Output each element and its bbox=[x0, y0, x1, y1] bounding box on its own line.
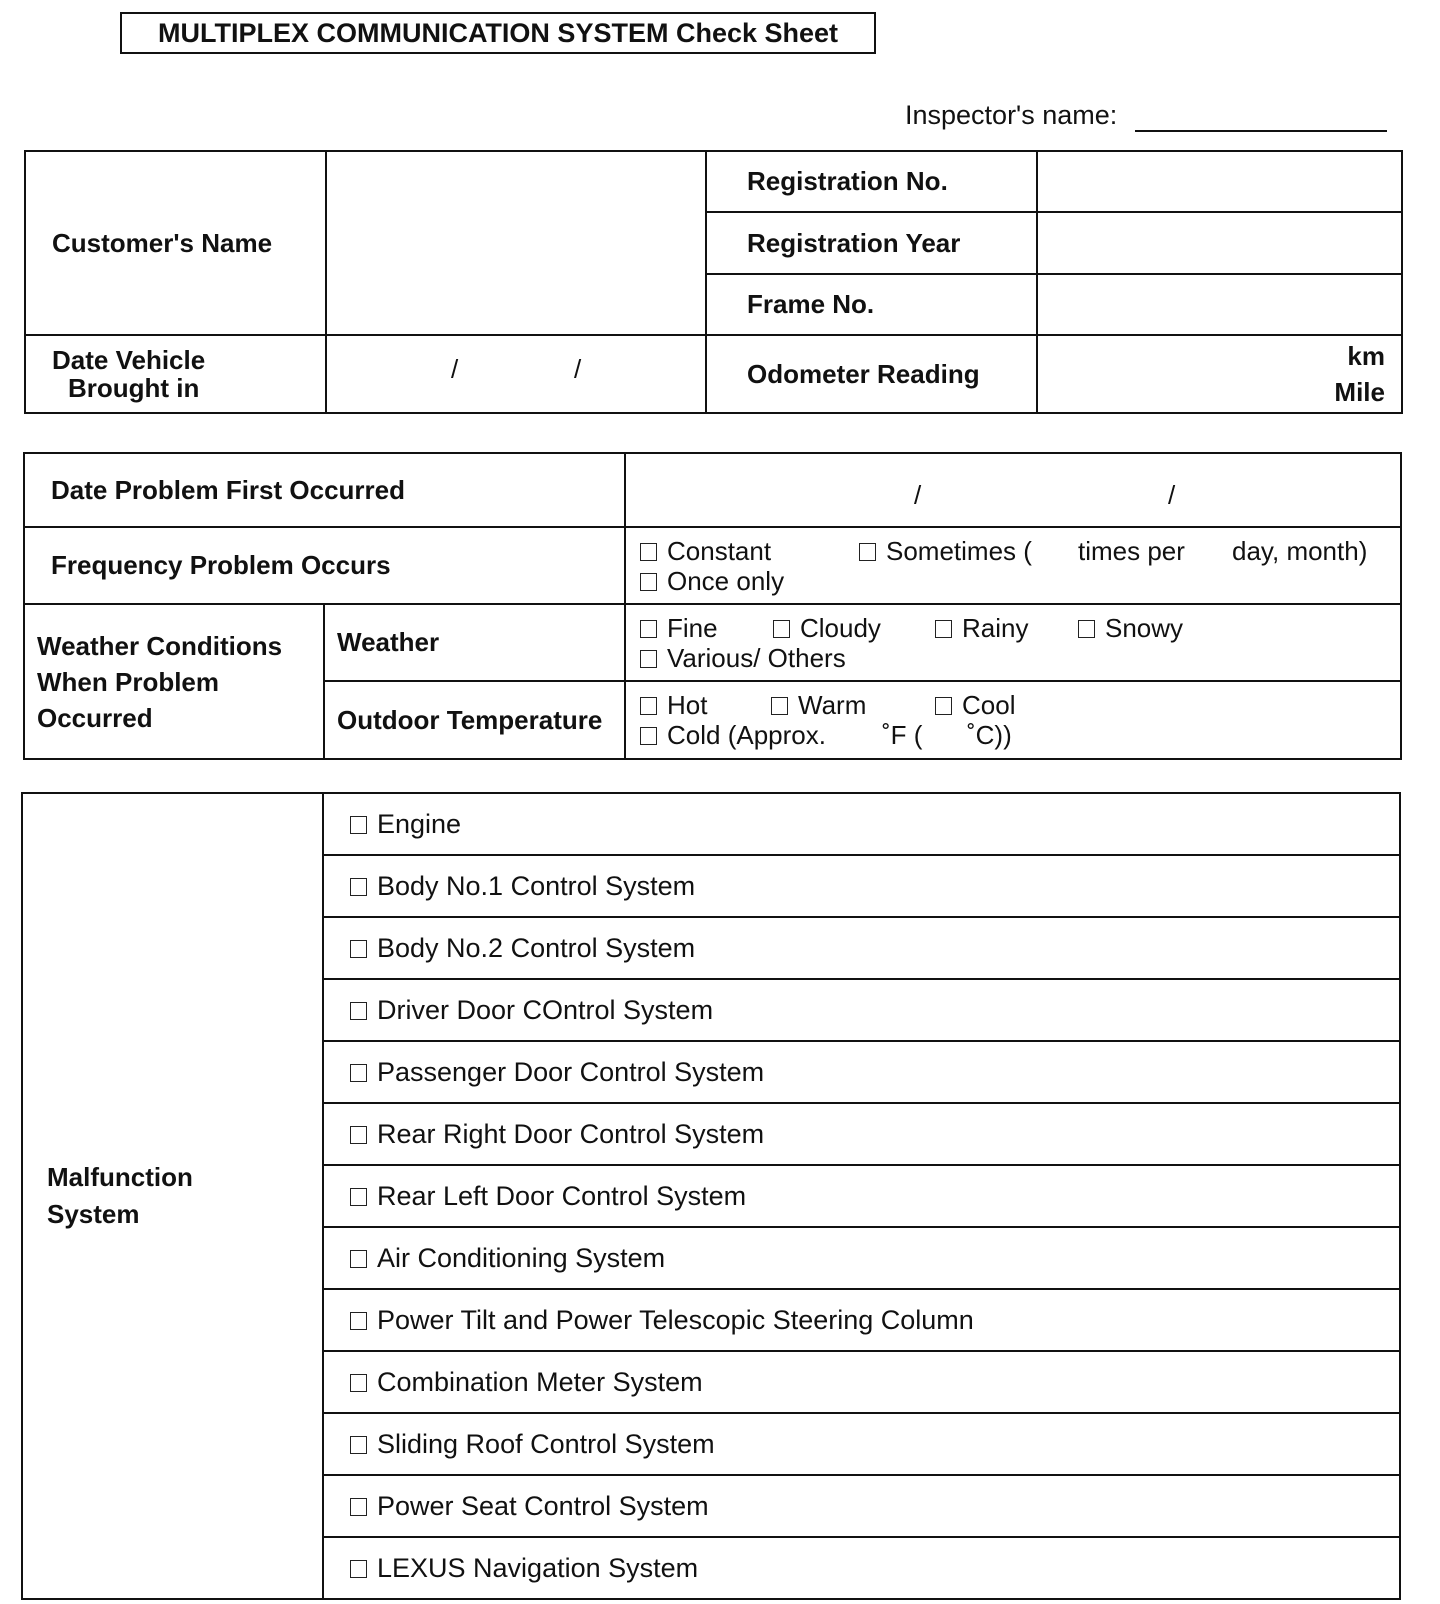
date-vehicle-brought-in-label bbox=[25, 335, 326, 413]
temperature-options bbox=[625, 681, 1401, 759]
date-separator: / bbox=[574, 354, 582, 384]
system-item-rear-right-door[interactable] bbox=[323, 1103, 1400, 1165]
checkbox[interactable] bbox=[350, 1560, 367, 1578]
customer-info-table bbox=[24, 150, 1403, 414]
date-problem-first-occurred-label: Date Problem First Occurred bbox=[24, 453, 625, 527]
system-label: Engine bbox=[377, 808, 462, 839]
malfunction-label-line-1: Malfunction bbox=[47, 1162, 193, 1192]
frequency-option-constant[interactable]: Constant bbox=[640, 536, 771, 566]
system-label: Power Seat Control System bbox=[377, 1490, 709, 1521]
checkbox[interactable] bbox=[640, 573, 657, 591]
system-item-sliding-roof[interactable] bbox=[323, 1413, 1400, 1475]
checkbox[interactable] bbox=[350, 878, 367, 896]
system-label: LEXUS Navigation System bbox=[377, 1552, 699, 1583]
checkbox[interactable] bbox=[773, 620, 790, 638]
checkbox[interactable] bbox=[350, 1436, 367, 1454]
checkbox[interactable] bbox=[350, 1002, 367, 1020]
system-item-driver-door[interactable] bbox=[323, 979, 1400, 1041]
system-label: Passenger Door Control System bbox=[377, 1056, 765, 1087]
temperature-unit-c: ˚C)) bbox=[967, 720, 1012, 750]
checkbox[interactable] bbox=[350, 1374, 367, 1392]
weather-option-cloudy[interactable]: Cloudy bbox=[773, 613, 881, 643]
malfunction-system-table bbox=[21, 792, 1401, 1600]
system-item-rear-left-door[interactable] bbox=[323, 1165, 1400, 1227]
checkbox[interactable] bbox=[350, 1188, 367, 1206]
checkbox[interactable] bbox=[640, 543, 657, 561]
frequency-option-sometimes[interactable]: Sometimes ( bbox=[859, 536, 1032, 566]
checkbox[interactable] bbox=[640, 650, 657, 668]
system-item-body-no2[interactable] bbox=[323, 917, 1400, 979]
temperature-unit-f: ˚F ( bbox=[882, 720, 923, 750]
unit-mile: Mile bbox=[1334, 377, 1385, 407]
date-separator: / bbox=[1168, 480, 1176, 510]
weather-options bbox=[625, 604, 1401, 681]
checkbox[interactable] bbox=[350, 1064, 367, 1082]
system-item-body-no1[interactable] bbox=[323, 855, 1400, 917]
system-label: Air Conditioning System bbox=[377, 1242, 666, 1273]
frequency-problem-occurs-label: Frequency Problem Occurs bbox=[24, 527, 625, 604]
system-item-combination-meter[interactable] bbox=[323, 1351, 1400, 1413]
checkbox[interactable] bbox=[859, 543, 876, 561]
checkbox[interactable] bbox=[350, 940, 367, 958]
date-vehicle-brought-in-field[interactable] bbox=[326, 335, 706, 413]
frequency-option-once-only[interactable]: Once only bbox=[640, 566, 784, 596]
check-sheet-title: MULTIPLEX COMMUNICATION SYSTEM Check Sheet bbox=[120, 12, 876, 54]
problem-info-table bbox=[23, 452, 1402, 760]
odometer-field[interactable] bbox=[1037, 335, 1402, 413]
system-item-navigation[interactable] bbox=[323, 1537, 1400, 1599]
temperature-option-warm[interactable]: Warm bbox=[771, 690, 866, 720]
inspector-name-field[interactable] bbox=[1135, 130, 1387, 132]
checkbox[interactable] bbox=[935, 697, 952, 715]
outdoor-temperature-label: Outdoor Temperature bbox=[324, 681, 625, 759]
temperature-option-cold[interactable]: Cold (Approx. bbox=[640, 720, 826, 750]
odometer-label: Odometer Reading bbox=[706, 335, 1037, 413]
system-label: Body No.1 Control System bbox=[377, 870, 696, 901]
customer-name-field[interactable] bbox=[326, 151, 706, 335]
temperature-option-hot[interactable]: Hot bbox=[640, 690, 707, 720]
checkbox[interactable] bbox=[935, 620, 952, 638]
weather-conditions-label-line-3: Occurred bbox=[37, 702, 153, 733]
date-vehicle-label-line-1: Date Vehicle bbox=[52, 345, 206, 375]
checkbox[interactable] bbox=[771, 697, 788, 715]
system-item-passenger-door[interactable] bbox=[323, 1041, 1400, 1103]
system-item-power-seat[interactable] bbox=[323, 1475, 1400, 1537]
date-vehicle-label-line-2: Brought in bbox=[68, 373, 200, 403]
checkbox[interactable] bbox=[350, 1250, 367, 1268]
frame-no-field[interactable] bbox=[1037, 274, 1402, 335]
weather-option-rainy[interactable]: Rainy bbox=[935, 613, 1028, 643]
frequency-times-per: times per bbox=[1078, 535, 1185, 566]
registration-no-label: Registration No. bbox=[706, 151, 1037, 212]
customer-name-label: Customer's Name bbox=[25, 151, 326, 335]
weather-option-fine[interactable]: Fine bbox=[640, 613, 718, 643]
checkbox[interactable] bbox=[350, 1498, 367, 1516]
weather-label: Weather bbox=[324, 604, 625, 681]
inspector-name-label: Inspector's name: bbox=[905, 100, 1118, 130]
weather-option-snowy[interactable]: Snowy bbox=[1078, 613, 1183, 643]
system-item-air-conditioning[interactable] bbox=[323, 1227, 1400, 1289]
date-problem-first-occurred-field[interactable] bbox=[625, 453, 1401, 527]
checkbox[interactable] bbox=[640, 697, 657, 715]
system-label: Driver Door COntrol System bbox=[377, 994, 714, 1025]
frequency-day-month: day, month) bbox=[1232, 535, 1368, 566]
system-label: Body No.2 Control System bbox=[377, 932, 696, 963]
system-label: Power Tilt and Power Telescopic Steering Column bbox=[377, 1304, 974, 1335]
frequency-options bbox=[625, 527, 1401, 604]
checkbox[interactable] bbox=[1078, 620, 1095, 638]
system-label: Rear Right Door Control System bbox=[377, 1118, 765, 1149]
system-item-steering-column[interactable] bbox=[323, 1289, 1400, 1351]
system-label: Combination Meter System bbox=[377, 1366, 703, 1397]
date-separator: / bbox=[451, 354, 459, 384]
checkbox[interactable] bbox=[640, 620, 657, 638]
checkbox[interactable] bbox=[640, 727, 657, 745]
registration-no-field[interactable] bbox=[1037, 151, 1402, 212]
checkbox[interactable] bbox=[350, 1126, 367, 1144]
system-label: Rear Left Door Control System bbox=[377, 1180, 747, 1211]
checkbox[interactable] bbox=[350, 816, 367, 834]
registration-year-label: Registration Year bbox=[706, 212, 1037, 274]
temperature-option-cool[interactable]: Cool bbox=[935, 690, 1015, 720]
checkbox[interactable] bbox=[350, 1312, 367, 1330]
date-separator: / bbox=[914, 480, 922, 510]
system-label: Sliding Roof Control System bbox=[377, 1428, 715, 1459]
weather-option-various-others[interactable]: Various/ Others bbox=[640, 643, 846, 673]
malfunction-label-line-2: System bbox=[47, 1199, 140, 1229]
unit-km: km bbox=[1347, 341, 1385, 371]
weather-conditions-label bbox=[24, 604, 324, 759]
malfunction-system-label bbox=[22, 793, 323, 1599]
registration-year-field[interactable] bbox=[1037, 212, 1402, 274]
frame-no-label: Frame No. bbox=[706, 274, 1037, 335]
weather-conditions-label-line-1: Weather Conditions bbox=[37, 630, 283, 661]
system-item-engine[interactable] bbox=[323, 793, 1400, 855]
weather-conditions-label-line-2: When Problem bbox=[37, 666, 220, 697]
